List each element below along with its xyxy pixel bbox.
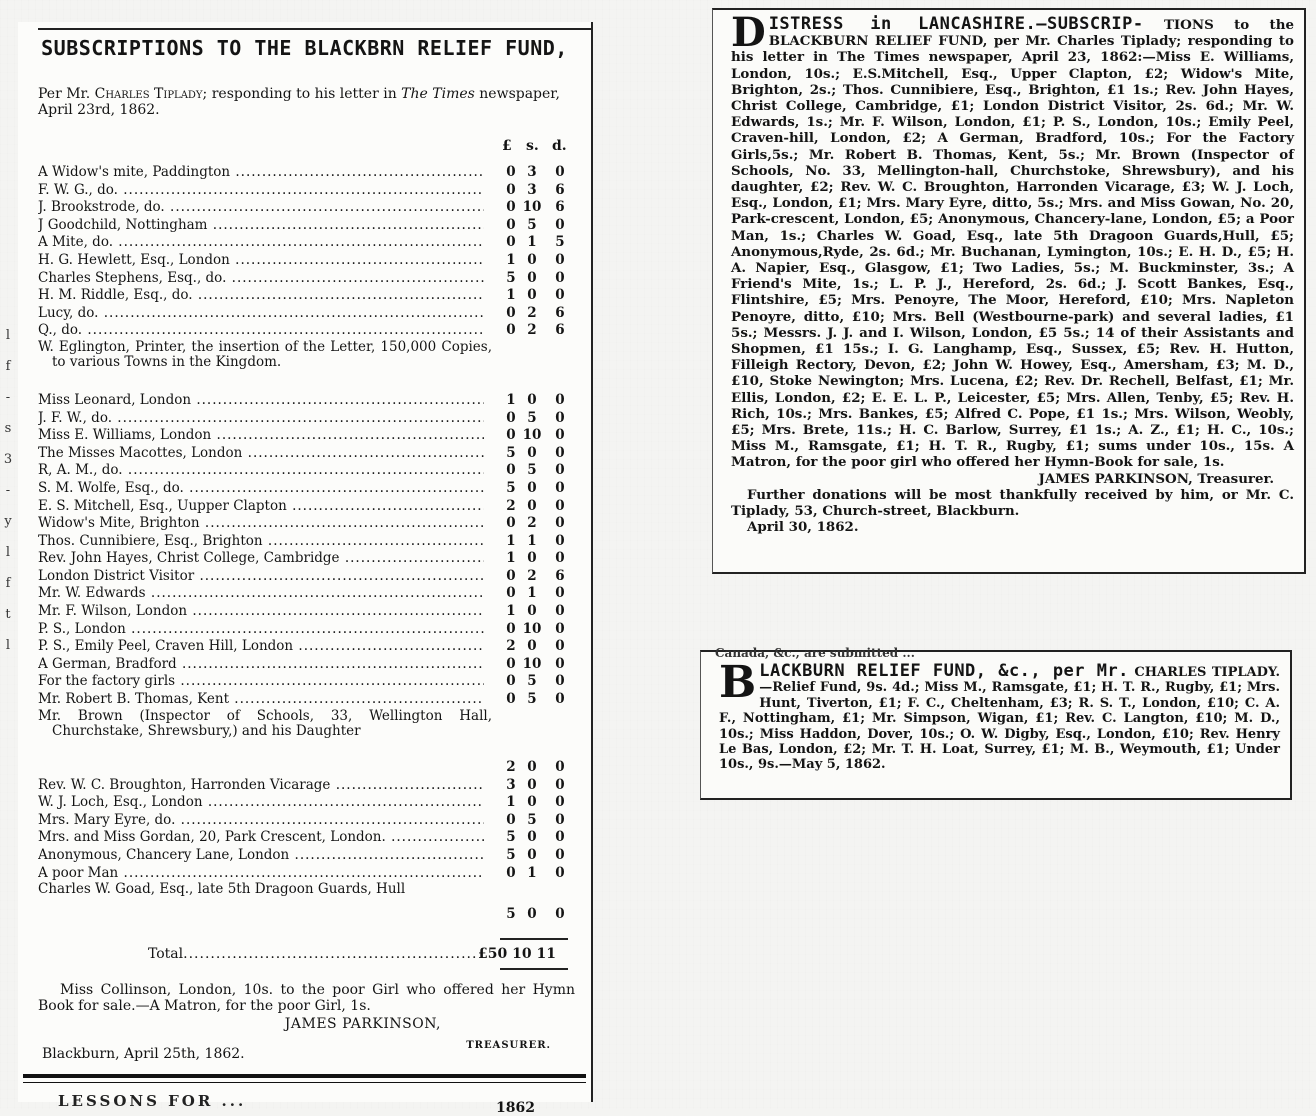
- amount-pounds: 0: [506, 567, 516, 584]
- amount-pence: 0: [555, 550, 565, 567]
- amount-pounds: 0: [506, 691, 516, 708]
- column-pound-header: £: [502, 138, 512, 154]
- amount-pounds: 1: [506, 287, 516, 304]
- ledger-name: Widow's Mite, Brighton .....: [38, 515, 484, 533]
- margin-fragment: -: [5, 483, 11, 498]
- total-label: Total .....: [148, 944, 478, 964]
- ledger-row: [38, 777, 568, 795]
- ledger-row: [38, 829, 568, 847]
- amount-pounds: 5: [506, 269, 516, 286]
- bottom-rule: [23, 1074, 586, 1078]
- amount-shillings: 5: [527, 409, 537, 426]
- amount-pence: 0: [555, 585, 565, 602]
- ledger-name: Anonymous, Chancery Lane, London .....: [38, 847, 484, 865]
- ledger-name: The Misses Macottes, London .....: [38, 445, 484, 463]
- amount-shillings: 0: [527, 497, 537, 514]
- amount-shillings: 1: [527, 234, 537, 251]
- ledger-name: F. W. G., do. .....: [38, 182, 484, 200]
- amount-pence: 6: [555, 567, 565, 584]
- ledger-row: [38, 182, 568, 200]
- ledger-row: [38, 410, 568, 428]
- amount-shillings: 10: [522, 427, 542, 444]
- left-clipping: [18, 22, 593, 1116]
- amount-pence: 0: [555, 655, 565, 672]
- amount-pence: 0: [555, 691, 565, 708]
- amount-shillings: 0: [527, 251, 537, 268]
- amount-shillings: 0: [527, 847, 537, 863]
- amount-pence: 0: [555, 847, 565, 863]
- amount-shillings: 2: [527, 304, 537, 321]
- amount-shillings: 0: [527, 829, 537, 846]
- amount-pence: 0: [555, 673, 565, 690]
- amount-pounds: 1: [506, 251, 516, 268]
- ledger-name: Thos. Cunnibiere, Esq., Brighton .....: [38, 533, 484, 551]
- amount-shillings: 2: [527, 322, 537, 339]
- amount-pence: 0: [555, 906, 565, 923]
- amount-pounds: 0: [506, 673, 516, 690]
- margin-fragment: s: [4, 421, 12, 436]
- ledger-row: [38, 427, 568, 445]
- left-signature: JAMES PARKINSON,: [284, 1016, 441, 1032]
- amount-pounds: 0: [506, 234, 516, 251]
- ledger-name: Lucy, do. .....: [38, 305, 484, 323]
- margin-fragment: t: [5, 607, 11, 622]
- amount-shillings: 10: [522, 655, 542, 672]
- amount-pence: 0: [555, 603, 565, 620]
- amount-pounds: 0: [506, 322, 516, 339]
- ledger-row: [38, 305, 568, 323]
- amount-shillings: 1: [527, 864, 537, 881]
- amount-shillings: 0: [527, 269, 537, 286]
- ledger-name: A German, Bradford .....: [38, 656, 484, 674]
- ledger-row: [38, 603, 568, 621]
- amount-pence: 0: [555, 638, 565, 655]
- amount-pence: 0: [555, 532, 565, 549]
- ledger-row: [38, 462, 568, 480]
- amount-pounds: 0: [506, 864, 516, 881]
- amount-shillings: 2: [527, 515, 537, 532]
- column-pence-header: d.: [552, 138, 567, 154]
- amount-pounds: 2: [506, 758, 516, 775]
- intro-italic: The Times: [401, 86, 475, 102]
- right-clipping-distress: [712, 8, 1306, 574]
- amount-shillings: 0: [527, 638, 537, 655]
- distress-body: TIONS to the BLACKBURN RELIEF FUND, per Mr. Charles Tiplady; responding to his letter in The Times newspaper, April 23, 1862:—Miss E. Williams, London, 10s.; E.S.Mitchell, Esq., Upper Clapton, £2; Widow's Mite, Brighton, 2s.; Thos. Cunnibiere, Esq., Brighton, £1 1s.; Rev. John Hayes, Christ College, Cambridge, £1; London District Visitor, 2s. 6d.; Mr. W. Edwards, 1s.; Mr. F. Wilson, London, £1; P. S., London, 10s.; Emily Peel, Craven-hill, London, £2; A German, Bradford, 10s.; For the Factory Girls,5s.; Mr. Robert B. Thomas, Kent, 5s.; Mr. Brown (Inspector of Schools, No. 33, Mellington-hall, Churchstoke, Shrewsbury), and his daughter, £2; Rev. W. C. Broughton, Harronden Vicarage, £3; W. J. Loch, Esq., London, £1; Mrs. Mary Eyre, ditto, 5s.; Mrs. and Miss Gowan, No. 20, Park-crescent, London, £5; Anonymous, Chancery-lane, London, £5; a Poor Man, 1s.; Charles W. Goad, Esq., late 5th Dragoon Guards,Hull, £5; Anonymous,Ryde, 2s. 6d.; Mr. Buchanan, Lymington, 10s.; E. H. D., £5; H. A. Napier, Esq., Glasgow, £1; Two Ladies, 5s.; M. Buckminster, 3s.; A Friend's Mite, 1s.; L. P. J., Hereford, 2s. 6d.; J. Scott Bankes, Esq., Flintshire, £5; Mrs. Penoyre, The Moor, Hereford, £10; Mrs. Napleton Penoyre, ditto, £10; Mrs. Bell (Westbourne-park) and several ladies, £1 5s.; Messrs. J. J. and I. Wilson, London, £5 5s.; 14 of their Assistants and Shopmen, £1 15s.; I. G. Langhamp, Esq., Sussex, £5; Rev. H. Hutton, Filleigh Rectory, Devon, £2; John W. Howey, Esq., Amersham, £3; M. D., £10, Stoke Newington; Mrs. Lucena, £2; Rev. Dr. Rechell, Belfast, £1; Mr. Ellis, London, £2; E. E. L. P., Leicester, £5; Mrs. Allen, Tenby, £5; Rev. H. Rich, 10s.; Mrs. Bankes, £5; Alfred C. Pope, £1 1s.; Mrs. Wilson, Weobly, £5; Mrs. Brete, 11s.; H. C. Barlow, Surrey, £1 1s.; A. Z., £1; H. C., 10s.; Miss M., Ramsgate, £1; H. T. R., Rugby, £1; sums under 10s., 15s. A Matron, for the poor girl who offered her Hymn-Book for sale, 1s.: [731, 17, 1294, 471]
- amount-pence: 0: [555, 216, 565, 233]
- amount-shillings: 1: [527, 532, 537, 549]
- ledger-name: Mrs. and Miss Gordan, 20, Park Crescent, London. .....: [38, 829, 484, 847]
- amount-pounds: 0: [506, 216, 516, 233]
- ledger-row: [38, 691, 568, 709]
- intro-mid: ; responding to his letter in: [202, 86, 402, 102]
- amount-pence: 0: [555, 776, 565, 793]
- amount-pounds: 0: [506, 811, 516, 828]
- ledger-name: Miss E. Williams, London .....: [38, 427, 484, 445]
- ledger-name: W. Eglington, Printer, the insertion of the Letter, 150,000 Copies, to various Towns in the Kingdom.: [38, 339, 492, 370]
- amount-pounds: 5: [506, 444, 516, 461]
- ledger-row: [38, 270, 568, 288]
- total-row: [38, 944, 568, 964]
- ledger-name: Charles Stephens, Esq., do. .....: [38, 270, 484, 288]
- amount-pounds: 1: [506, 550, 516, 567]
- amount-pence: 0: [555, 829, 565, 846]
- right-clipping-blackburn: [700, 646, 1292, 800]
- intro-name: Charles Tiplady: [94, 86, 203, 102]
- amount-pounds: 0: [506, 409, 516, 426]
- amount-pence: 6: [555, 181, 565, 198]
- bottom-rule-thin: [23, 1082, 586, 1083]
- amount-pence: 0: [555, 479, 565, 496]
- ledger-row: [38, 199, 568, 217]
- left-note: Miss Collinson, London, 10s. to the poor Girl who offered her Hymn Book for sale.—A Matron, for the poor Girl, 1s.: [38, 982, 575, 1014]
- margin-fragment: f: [5, 576, 11, 591]
- amount-shillings: 0: [527, 479, 537, 496]
- amount-pounds: 2: [506, 638, 516, 655]
- margin-fragment: -: [5, 390, 11, 405]
- dropcap-d: D: [731, 9, 766, 56]
- ledger-name: P. S., Emily Peel, Craven Hill, London .....: [38, 638, 484, 656]
- ledger-row: [38, 515, 568, 533]
- ledger-name: J. Brookstrode, do. .....: [38, 199, 484, 217]
- amount-shillings: 5: [527, 462, 537, 479]
- amount-pence: 6: [555, 199, 565, 216]
- amount-shillings: 10: [522, 199, 542, 216]
- ledger-name: Q., do. .....: [38, 322, 484, 340]
- intro-prefix: Per Mr.: [38, 86, 95, 102]
- ledger-row-eglington: [38, 340, 568, 392]
- amount-pence: 0: [555, 864, 565, 881]
- intro-suffix: newspaper, April 23rd, 1862.: [38, 86, 560, 118]
- ledger-name: P. S., London .....: [38, 621, 484, 639]
- amount-shillings: 5: [527, 216, 537, 233]
- amount-pence: 0: [555, 811, 565, 828]
- amount-pounds: 1: [506, 532, 516, 549]
- amount-shillings: 5: [527, 673, 537, 690]
- cut-top-text: Canada, &c., are submitted ...: [715, 646, 915, 660]
- ledger-row: [38, 794, 568, 812]
- amount-pence: 0: [555, 427, 565, 444]
- ledger-row-goad: [38, 882, 568, 926]
- amount-pence: 5: [555, 234, 565, 251]
- ledger-name: W. J. Loch, Esq., London .....: [38, 794, 484, 812]
- amount-pounds: 5: [506, 847, 516, 863]
- distress-headline: ISTRESS in LANCASHIRE.—SUBSCRIP-: [768, 14, 1144, 34]
- ledger-row: [38, 217, 568, 235]
- column-shilling-header: s.: [526, 138, 539, 154]
- ledger-name: H. G. Hewlett, Esq., London .....: [38, 252, 484, 270]
- amount-pounds: 5: [506, 479, 516, 496]
- ledger-name: J Goodchild, Nottingham .....: [38, 217, 484, 235]
- amount-shillings: 3: [527, 181, 537, 198]
- cut-off-text: LESSONS FOR ...: [58, 1092, 247, 1110]
- amount-pence: 0: [555, 391, 565, 408]
- ledger-row: [38, 392, 568, 410]
- ledger-row: [38, 252, 568, 270]
- ledger-row: [38, 638, 568, 656]
- amount-pence: 0: [555, 164, 565, 180]
- amount-pence: 0: [555, 515, 565, 532]
- ledger-name: Rev. John Hayes, Christ College, Cambridge .....: [38, 550, 484, 568]
- left-title: SUBSCRIPTIONS TO THE BLACKBRN RELIEF FUND,: [41, 36, 568, 60]
- ledger-row: [38, 568, 568, 586]
- distress-signature: JAMES PARKINSON, Treasurer.: [1038, 470, 1274, 487]
- ledger-name: Mr. Robert B. Thomas, Kent .....: [38, 691, 484, 709]
- amount-pounds: 0: [506, 199, 516, 216]
- ledger-row: [38, 533, 568, 551]
- amount-pounds: 3: [506, 776, 516, 793]
- margin-fragment: 3: [3, 452, 13, 467]
- amount-pounds: 1: [506, 603, 516, 620]
- amount-shillings: 1: [527, 585, 537, 602]
- ledger-row: [38, 673, 568, 691]
- amount-pounds: 0: [506, 585, 516, 602]
- amount-pounds: 5: [506, 829, 516, 846]
- ledger-row: [38, 480, 568, 498]
- amount-shillings: 5: [527, 691, 537, 708]
- ledger-row: [38, 656, 568, 674]
- amount-pence: 6: [555, 304, 565, 321]
- left-date: Blackburn, April 25th, 1862.: [42, 1046, 245, 1062]
- ledger-name: Mr. Brown (Inspector of Schools, 33, Wellington Hall, Churchstake, Shrewsbury,) and his Daughter: [38, 708, 492, 739]
- amount-shillings: 0: [527, 391, 537, 408]
- amount-shillings: 3: [527, 164, 537, 180]
- amount-shillings: 0: [527, 444, 537, 461]
- cut-off-number: 1862: [496, 1100, 535, 1116]
- ledger-name: Mr. W. Edwards .....: [38, 585, 484, 603]
- amount-pence: 0: [555, 269, 565, 286]
- margin-fragment: f: [5, 359, 11, 374]
- dropcap-b: B: [719, 657, 757, 708]
- margin-fragment: l: [5, 545, 11, 560]
- total-rule-bottom: [500, 968, 568, 970]
- amount-shillings: 0: [527, 776, 537, 793]
- amount-pence: 0: [555, 497, 565, 514]
- left-treasurer: TREASURER.: [466, 1040, 551, 1051]
- amount-shillings: 10: [522, 620, 542, 637]
- amount-pence: 6: [555, 322, 565, 339]
- ledger-row: [38, 812, 568, 830]
- total-rule: [500, 938, 568, 940]
- distress-date: April 30, 1862.: [747, 519, 859, 536]
- amount-pence: 0: [555, 758, 565, 775]
- ledger-row: [38, 287, 568, 305]
- amount-shillings: 0: [527, 758, 537, 775]
- ledger-row: [38, 445, 568, 463]
- ledger-row: [38, 498, 568, 516]
- amount-pounds: 0: [506, 655, 516, 672]
- blackburn-headline: LACKBURN RELIEF FUND, &c., per Mr.: [759, 661, 1129, 681]
- ledger-row: [38, 550, 568, 568]
- amount-pounds: 1: [506, 794, 516, 811]
- ledger-name: A Mite, do. .....: [38, 234, 484, 252]
- amount-pounds: 0: [506, 462, 516, 479]
- amount-pounds: 0: [506, 620, 516, 637]
- amount-pence: 0: [555, 462, 565, 479]
- ledger-name: H. M. Riddle, Esq., do. .....: [38, 287, 484, 305]
- margin-fragment: l: [5, 638, 11, 653]
- amount-pounds: 0: [506, 304, 516, 321]
- ledger-name: R, A. M., do. .....: [38, 462, 484, 480]
- ledger-row: [38, 847, 568, 865]
- amount-pence: 0: [555, 409, 565, 426]
- total-value: £50 10 11: [478, 946, 556, 962]
- amount-pounds: 0: [506, 515, 516, 532]
- ledger-name: A poor Man .....: [38, 865, 484, 883]
- distress-further: Further donations will be most thankfully received by him, or Mr. C. Tiplady, 53, Church-street, Blackburn.: [731, 486, 1294, 520]
- amount-pence: 0: [555, 251, 565, 268]
- amount-shillings: 0: [527, 794, 537, 811]
- amount-pence: 0: [555, 444, 565, 461]
- margin-fragment: l: [5, 328, 11, 343]
- amount-pounds: 0: [506, 181, 516, 198]
- ledger-row: [38, 865, 568, 883]
- amount-pence: 0: [555, 287, 565, 304]
- ledger-name: Charles W. Goad, Esq., late 5th Dragoon Guards, Hull: [38, 882, 406, 898]
- ledger-name: A Widow's mite, Paddington .....: [38, 164, 484, 182]
- ledger-row: [38, 585, 568, 603]
- left-intro: [38, 86, 575, 118]
- blackburn-body: CHARLES TIPLADY.—Relief Fund, 9s. 4d.; Miss M., Ramsgate, £1; H. T. R., Rugby, £1; Mrs. Hunt, Tiverton, £1; F. C., Cheltenham, £3; R. S. T., London, £10; C. A. F., Nottingham, £1; Mr. Simpson, Wigan, £1; Rev. C. Langton, £10; M. D., 10s.; Miss Haddon, Dover, 10s.; O. W. Digby, Esq., London, £10; Rev. Henry Le Bas, London, £2; Mr. T. H. Loat, Surrey, £1; M. B., Weymouth, £1; Under 10s., 9s.—May 5, 1862.: [719, 665, 1280, 773]
- ledger-name: Rev. W. C. Broughton, Harronden Vicarage .....: [38, 777, 484, 795]
- amount-pounds: 0: [506, 164, 516, 180]
- ledger-name: Mr. F. Wilson, London .....: [38, 603, 484, 621]
- amount-shillings: 0: [527, 287, 537, 304]
- amount-pounds: 1: [506, 391, 516, 408]
- margin-fragments: [0, 320, 16, 661]
- amount-pounds: 0: [506, 427, 516, 444]
- amount-pounds: 2: [506, 497, 516, 514]
- amount-shillings: 2: [527, 567, 537, 584]
- amount-pounds: 5: [506, 906, 516, 923]
- distress-article: [731, 9, 1294, 536]
- ledger-row: [38, 621, 568, 639]
- ledger-row-brown: [38, 709, 568, 777]
- ledger-name: J. F. W., do. .....: [38, 410, 484, 428]
- ledger-name: S. M. Wolfe, Esq., do. .....: [38, 480, 484, 498]
- margin-fragment: y: [4, 514, 12, 529]
- amount-shillings: 0: [527, 906, 537, 923]
- amount-shillings: 5: [527, 811, 537, 828]
- amount-shillings: 0: [527, 550, 537, 567]
- amount-shillings: 0: [527, 603, 537, 620]
- ledger-name: London District Visitor .....: [38, 568, 484, 586]
- ledger-name: For the factory girls .....: [38, 673, 484, 691]
- ledger-row: [38, 164, 568, 182]
- ledger-name: E. S. Mitchell, Esq., Uupper Clapton .....: [38, 498, 484, 516]
- ledger-name: Miss Leonard, London .....: [38, 392, 484, 410]
- ledger-row: [38, 234, 568, 252]
- ledger-row: [38, 322, 568, 340]
- ledger-name: Mrs. Mary Eyre, do. .....: [38, 812, 484, 830]
- subscription-list: [38, 164, 568, 926]
- top-rule: [38, 28, 591, 30]
- amount-pence: 0: [555, 620, 565, 637]
- amount-pence: 0: [555, 794, 565, 811]
- blackburn-article: [719, 657, 1280, 773]
